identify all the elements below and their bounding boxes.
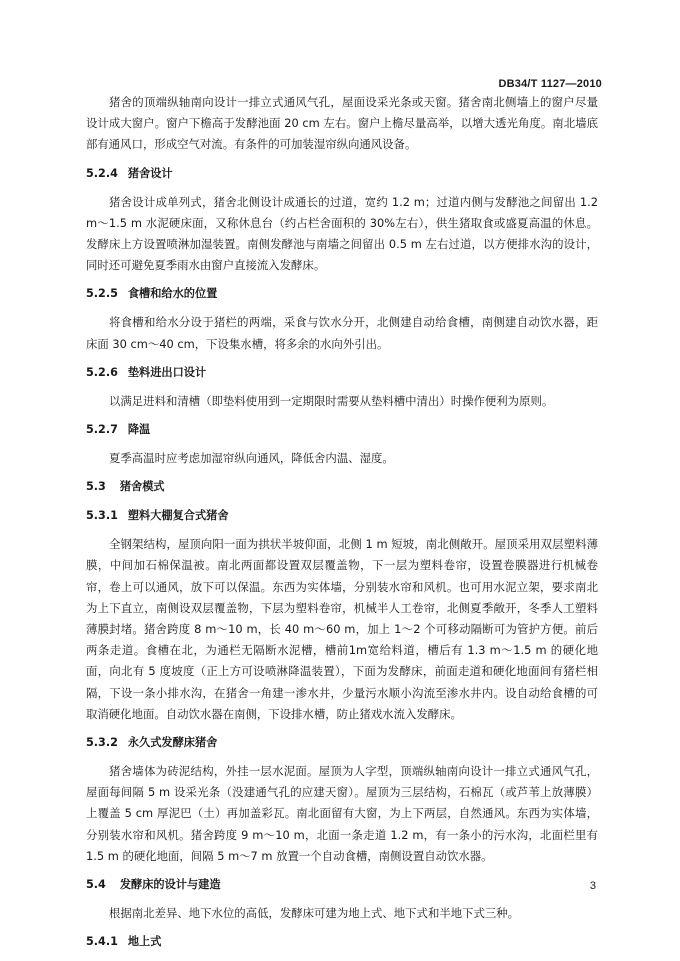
paragraph: 根据南北差异、地下水位的高低，发酵床可建为地上式、地下式和半地下式三种。 — [109, 906, 520, 921]
section-heading — [86, 419, 598, 440]
paragraph: 全钢架结构，屋顶向阳一面为拱状半坡仰面，北侧 1 m 短坡，南北侧敞开。屋顶采用双层塑料薄膜，中间加石棉保温被。南北两面都设置双层覆盖物，下一层为塑料卷帘，设置卷膜器进行机械卷帘，卷上可以通风，放下可以保温。东西为实体墙，分别装水帘和风机。也可用水泥立架，要求南北为上下直立，南侧设双层覆盖物，下层为塑料卷帘，机械半人工卷帘，北侧夏季敞开，冬季人工塑料薄膜封堵。猪舍跨度 8 m～10 m，长 40 m～60 m，加上 1～2 个可移动隔断可为管护方便。前后两条走道。食槽在北，为通栏无隔断水泥槽，槽前1m宽给料道，槽后有 1.3 m～1.5 m 的硬化地面，向北有 5 度坡度（正上方可设喷淋降温装置），下面为发酵床，前面走道和硬化地面间有猪栏相隔，下设一条小排水沟，在猪舍一角建一渗水井，少量污水顺小沟流至渗水井内。设自动给食槽的可取消硬化地面。自动饮水器在南侧，下设排水槽，防止猪戏水流入发酵床。 — [86, 537, 598, 721]
section-heading — [86, 163, 598, 184]
section-title: 食槽和给水的位置 — [127, 287, 218, 301]
section-heading — [86, 476, 598, 497]
standard-id: DB34/T 1127—2010 — [498, 78, 602, 90]
section-number: 5.2.4 — [86, 166, 118, 180]
section-heading — [86, 283, 598, 304]
section-number: 5.3.2 — [86, 736, 118, 750]
section-heading — [86, 732, 598, 753]
paragraph: 夏季高温时应考虑加湿帘纵向通风，降低舍内温、湿度。 — [109, 451, 394, 466]
section-number: 5.4.1 — [86, 935, 118, 949]
section-title: 地上式 — [127, 935, 162, 949]
section-title: 猪舍设计 — [127, 166, 173, 180]
paragraph: 猪舍墙体为砖泥结构，外挂一层水泥面。屋顶为人字型，顶端纵轴南向设计一排立式通风气孔，屋面每间隔 5 m 设采光条（没建通气孔的应建天窗）。屋顶为三层结构，石棉瓦（或芦苇上放薄膜）上覆盖 5 cm 厚泥巴（土）再加盖彩瓦。南北面留有大窗，为上下两层，自然通风。东西为实体墙，分别装水帘和风机。猪舍跨度 9 m～10 m，北面一条走道 1.2 m，有一条小的污水沟，北面栏里有 1.5 m 的硬化地面，间隔 5 m～7 m 放置一个自动食槽，南侧设置自动饮水器。 — [86, 764, 598, 863]
section-heading — [86, 505, 598, 526]
section-number: 5.2.5 — [86, 287, 118, 301]
section-number: 5.3.1 — [86, 509, 118, 523]
section-number: 5.2.7 — [86, 423, 118, 437]
section-title: 猪舍模式 — [119, 480, 165, 494]
section-title: 垫料进出口设计 — [127, 365, 207, 379]
paragraph: 以满足进料和清槽（即垫料使用到一定期限时需要从垫料槽中清出）时操作便利为原则。 — [109, 393, 554, 408]
section-number: 5.4 — [86, 878, 106, 892]
paragraph: 将食槽和给水分设于猪栏的两端，采食与饮水分开，北侧建自动给食槽，南侧建自动饮水器，距床面 30 cm～40 cm，下设集水槽，将多余的水向外引出。 — [86, 315, 598, 351]
section-title: 塑料大棚复合式猪舍 — [127, 509, 229, 523]
section-title: 降温 — [127, 423, 151, 437]
page-number: 3 — [589, 880, 596, 892]
document-body — [86, 92, 598, 960]
section-heading — [86, 874, 598, 895]
section-number: 5.2.6 — [86, 365, 118, 379]
paragraph: 猪舍的顶端纵轴南向设计一排立式通风气孔，屋面设采光条或天窗。猪舍南北侧墙上的窗户尽量设计成大窗户。窗户下檐高于发酵池面 20 cm 左右。窗户上檐尽量高举，以增大透光角度。南北墙底部有通风口，形成空气对流。有条件的可加装湿帘纵向通风设备。 — [86, 95, 598, 152]
section-heading — [86, 931, 598, 952]
section-title: 发酵床的设计与建造 — [119, 878, 221, 892]
paragraph: 猪舍设计成单列式，猪舍北侧设计成通长的过道，宽约 1.2 m；过道内侧与发酵池之间留出 1.2 m～1.5 m 水泥硬床面，又称休息台（约占栏舍面积的 30%左右），供生猪取食或盛夏高温的休息。发酵床上方设置喷淋加湿装置。南侧发酵池与南墙之间留出 0.5 m 左右过道，以方便排水沟的设计，同时还可避免夏季雨水由窗户直接流入发酵床。 — [86, 194, 598, 273]
section-title: 永久式发酵床猪舍 — [127, 736, 218, 750]
section-heading — [86, 362, 598, 383]
section-number: 5.3 — [86, 480, 106, 494]
